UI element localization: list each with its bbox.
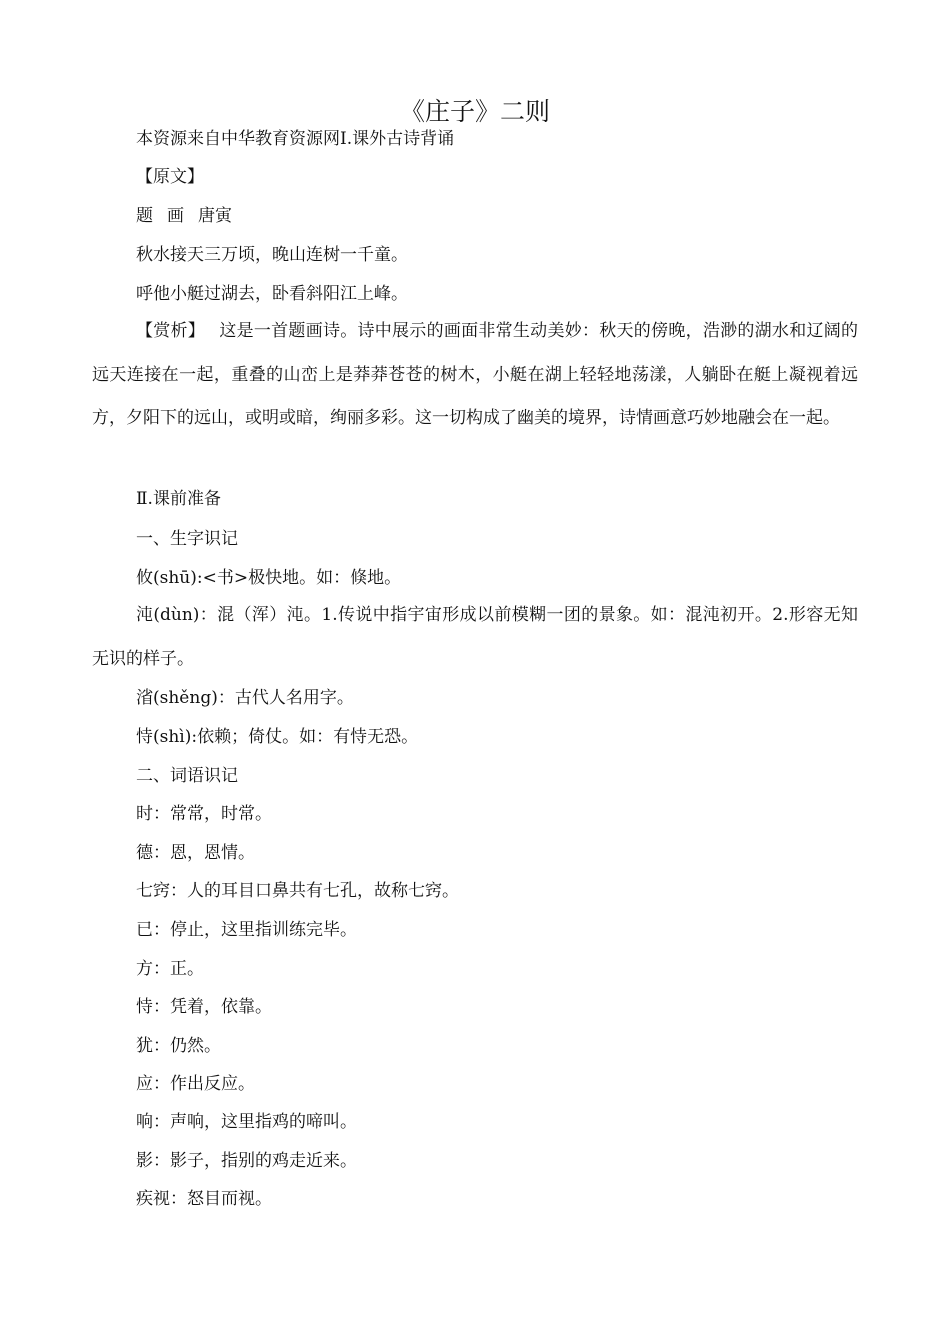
poem-title: 题 <box>136 206 153 226</box>
character-entry: 沌(dùn)：混（浑）沌。1.传说中指宇宙形成以前模糊一团的景象。如：混沌初开。2.形容无知无识的样子。 <box>92 605 858 669</box>
characters-heading: 一、生字识记 <box>136 529 238 549</box>
word-entry: 疾视：怒目而视。 <box>136 1189 272 1209</box>
word-entry: 德：恩，恩情。 <box>136 843 255 863</box>
character-entry: 恃(shì):依赖；倚仗。如：有恃无恐。 <box>136 727 419 747</box>
character-entry: 渻(shěng)：古代人名用字。 <box>136 688 354 708</box>
word-entry: 影：影子，指别的鸡走近来。 <box>136 1151 357 1171</box>
intro-line: 本资源来自中华教育资源网Ⅰ.课外古诗背诵 <box>136 129 455 149</box>
original-heading: 【原文】 <box>136 167 204 187</box>
poem-author: 唐寅 <box>198 206 232 226</box>
word-entry: 已：停止，这里指训练完毕。 <box>136 920 357 940</box>
word-entry: 应：作出反应。 <box>136 1074 255 1094</box>
character-entry: 攸(shū):<书>极快地。如：倏地。 <box>136 568 402 588</box>
word-entry: 犹：仍然。 <box>136 1036 221 1056</box>
poem-line: 呼他小艇过湖去，卧看斜阳江上峰。 <box>136 284 408 304</box>
page-title: 《庄子》二则 <box>399 97 550 126</box>
word-entry: 方：正。 <box>136 959 204 979</box>
word-entry: 恃：凭着，依靠。 <box>136 997 272 1017</box>
appreciation-text: 这是一首题画诗。诗中展示的画面非常生动美妙：秋天的傍晚，浩渺的湖水和辽阔的远天连接在一起，重叠的山峦上是莽莽苍苍的树木，小艇在湖上轻轻地荡漾，人躺卧在艇上凝视着远方，夕阳下的远山，或明或暗，绚丽多彩。这一切构成了幽美的境界，诗情画意巧妙地融会在一起。 <box>92 321 859 429</box>
words-heading: 二、词语识记 <box>136 766 238 786</box>
section-heading: Ⅱ.课前准备 <box>136 489 221 509</box>
poem-line: 秋水接天三万顷，晚山连树一千童。 <box>136 245 408 265</box>
poem-title-2: 画 <box>167 206 184 226</box>
word-entry: 响：声响，这里指鸡的啼叫。 <box>136 1112 357 1132</box>
appreciation-label: 【赏析】 <box>136 321 206 341</box>
word-entry: 七窍：人的耳目口鼻共有七孔，故称七窍。 <box>136 881 459 901</box>
appreciation-paragraph <box>92 310 858 441</box>
poem-title-line <box>136 204 232 228</box>
word-entry: 时：常常，时常。 <box>136 804 272 824</box>
